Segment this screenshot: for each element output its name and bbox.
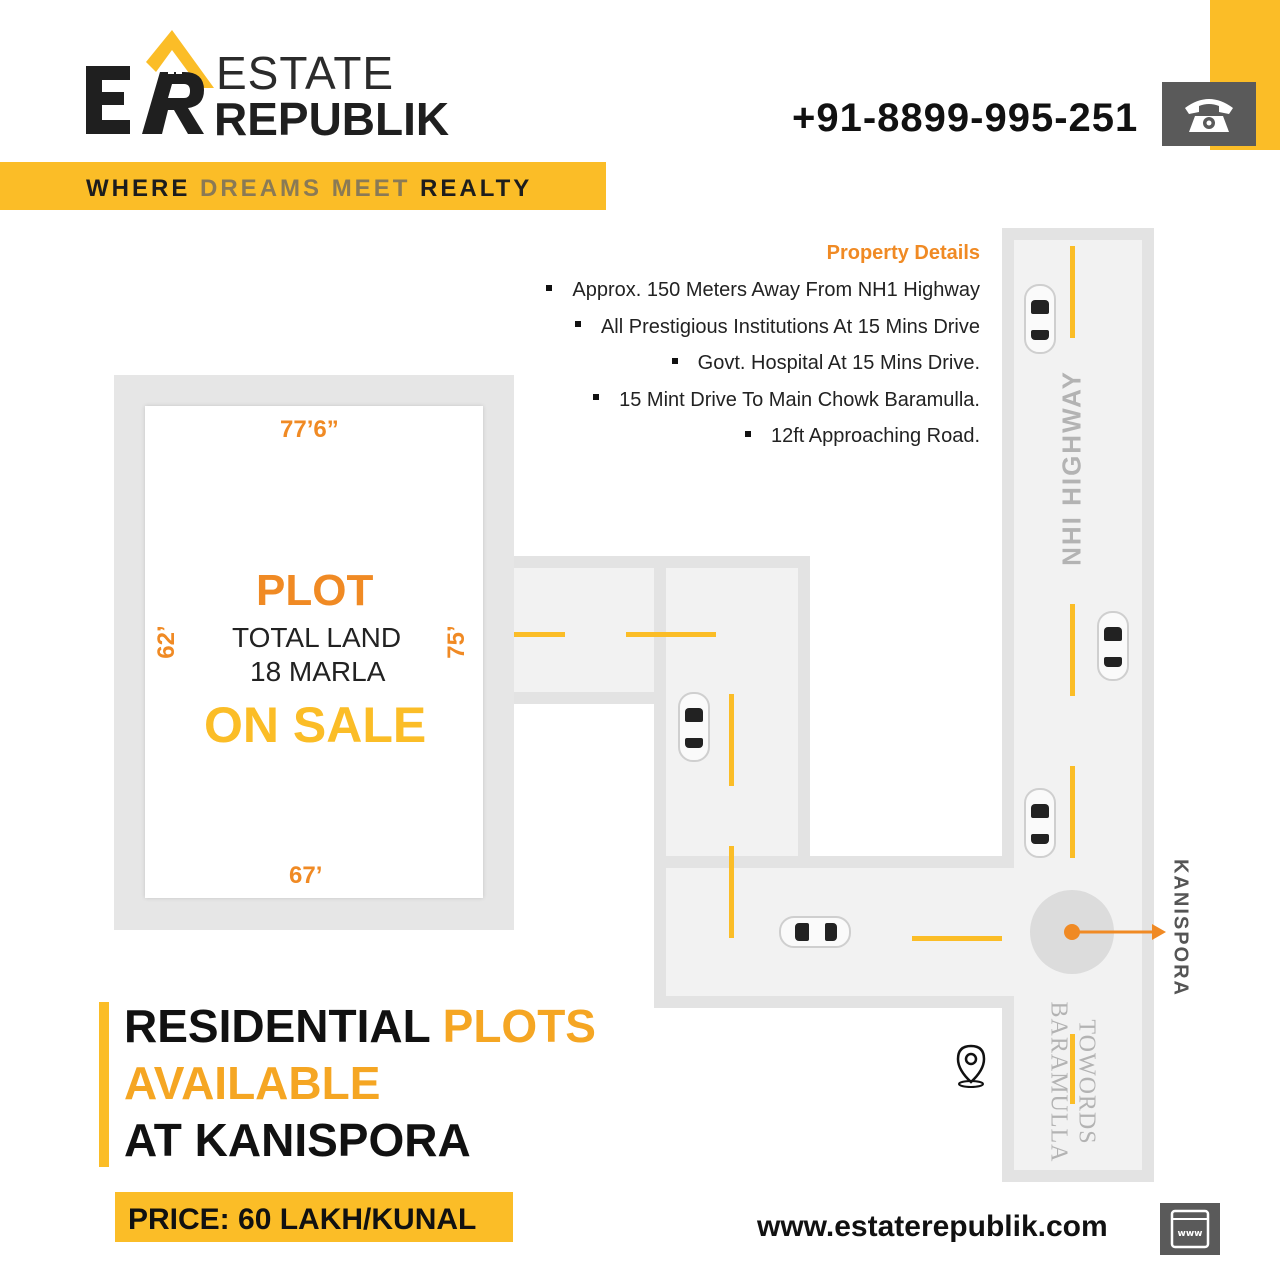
highway-label: NHI HIGHWAY — [1056, 370, 1087, 566]
headline-plots: PLOTS — [442, 1000, 596, 1052]
tagline-start: WHERE — [86, 175, 191, 202]
kanispora-road-label: KANISPORA — [1169, 858, 1192, 998]
detail-text: Govt. Hospital At 15 Mins Drive. — [697, 352, 980, 374]
headline-residential: RESIDENTIAL — [124, 1000, 430, 1052]
plot-top-dimension: 77’6” — [280, 416, 339, 443]
plot-bottom-dimension: 67’ — [289, 862, 323, 889]
phone-number[interactable]: +91-8899-995-251 — [792, 96, 1139, 140]
detail-text: 15 Mint Drive To Main Chowk Baramulla. — [619, 388, 980, 411]
plot-label: PLOT — [256, 566, 374, 615]
plot-right-dimension: 75’ — [443, 625, 470, 659]
detail-text: All Prestigious Institutions At 15 Mins Drive — [600, 315, 980, 338]
detail-text: 12ft Approaching Road. — [770, 425, 980, 447]
brand-name-line1: ESTATE — [216, 47, 395, 99]
property-details-title: Property Details — [826, 242, 980, 264]
website-link[interactable]: www.estaterepublik.com — [757, 1210, 1108, 1243]
plot-left-dimension: 62’ — [153, 625, 180, 659]
lane-dash — [1070, 246, 1075, 338]
browser-www-glyph — [1160, 1203, 1220, 1255]
lane-dash — [729, 694, 734, 786]
lane-dash — [729, 846, 734, 938]
headline — [124, 998, 596, 1169]
lane-dash — [626, 632, 716, 637]
car-icon — [1097, 611, 1129, 681]
headline-line2: AVAILABLE — [124, 1057, 381, 1109]
car-icon — [1024, 284, 1056, 354]
lane-dash — [1070, 604, 1075, 696]
tagline-mid: DREAMS MEET — [200, 175, 411, 202]
car-icon — [678, 692, 710, 762]
car-icon — [1024, 788, 1056, 858]
headline-line1 — [124, 998, 596, 1055]
brand-name-line2: REPUBLIK — [214, 93, 450, 145]
browser-www-icon[interactable] — [1160, 1203, 1220, 1255]
towards-label: TOWORDS — [1073, 1019, 1100, 1145]
car-icon — [779, 916, 851, 948]
plot-area-size: 18 MARLA — [250, 656, 386, 687]
tagline-end: REALTY — [420, 175, 533, 202]
headline-accent-bar — [99, 1002, 109, 1167]
on-sale-badge: ON SALE — [204, 697, 427, 753]
headline-line3: AT KANISPORA — [124, 1114, 471, 1166]
svg-text:www: www — [1177, 1229, 1203, 1239]
price-label: PRICE: 60 LAKH/KUNAL — [128, 1203, 477, 1236]
total-land-label: TOTAL LAND — [232, 622, 402, 653]
lane-dash — [912, 936, 1002, 941]
lane-dash — [1070, 766, 1075, 858]
baramulla-label: BARAMULLA — [1045, 1001, 1072, 1163]
detail-text: Approx. 150 Meters Away From NH1 Highway — [572, 279, 980, 301]
direction-arrow-icon — [1060, 918, 1168, 946]
location-pin-icon — [955, 1044, 987, 1088]
